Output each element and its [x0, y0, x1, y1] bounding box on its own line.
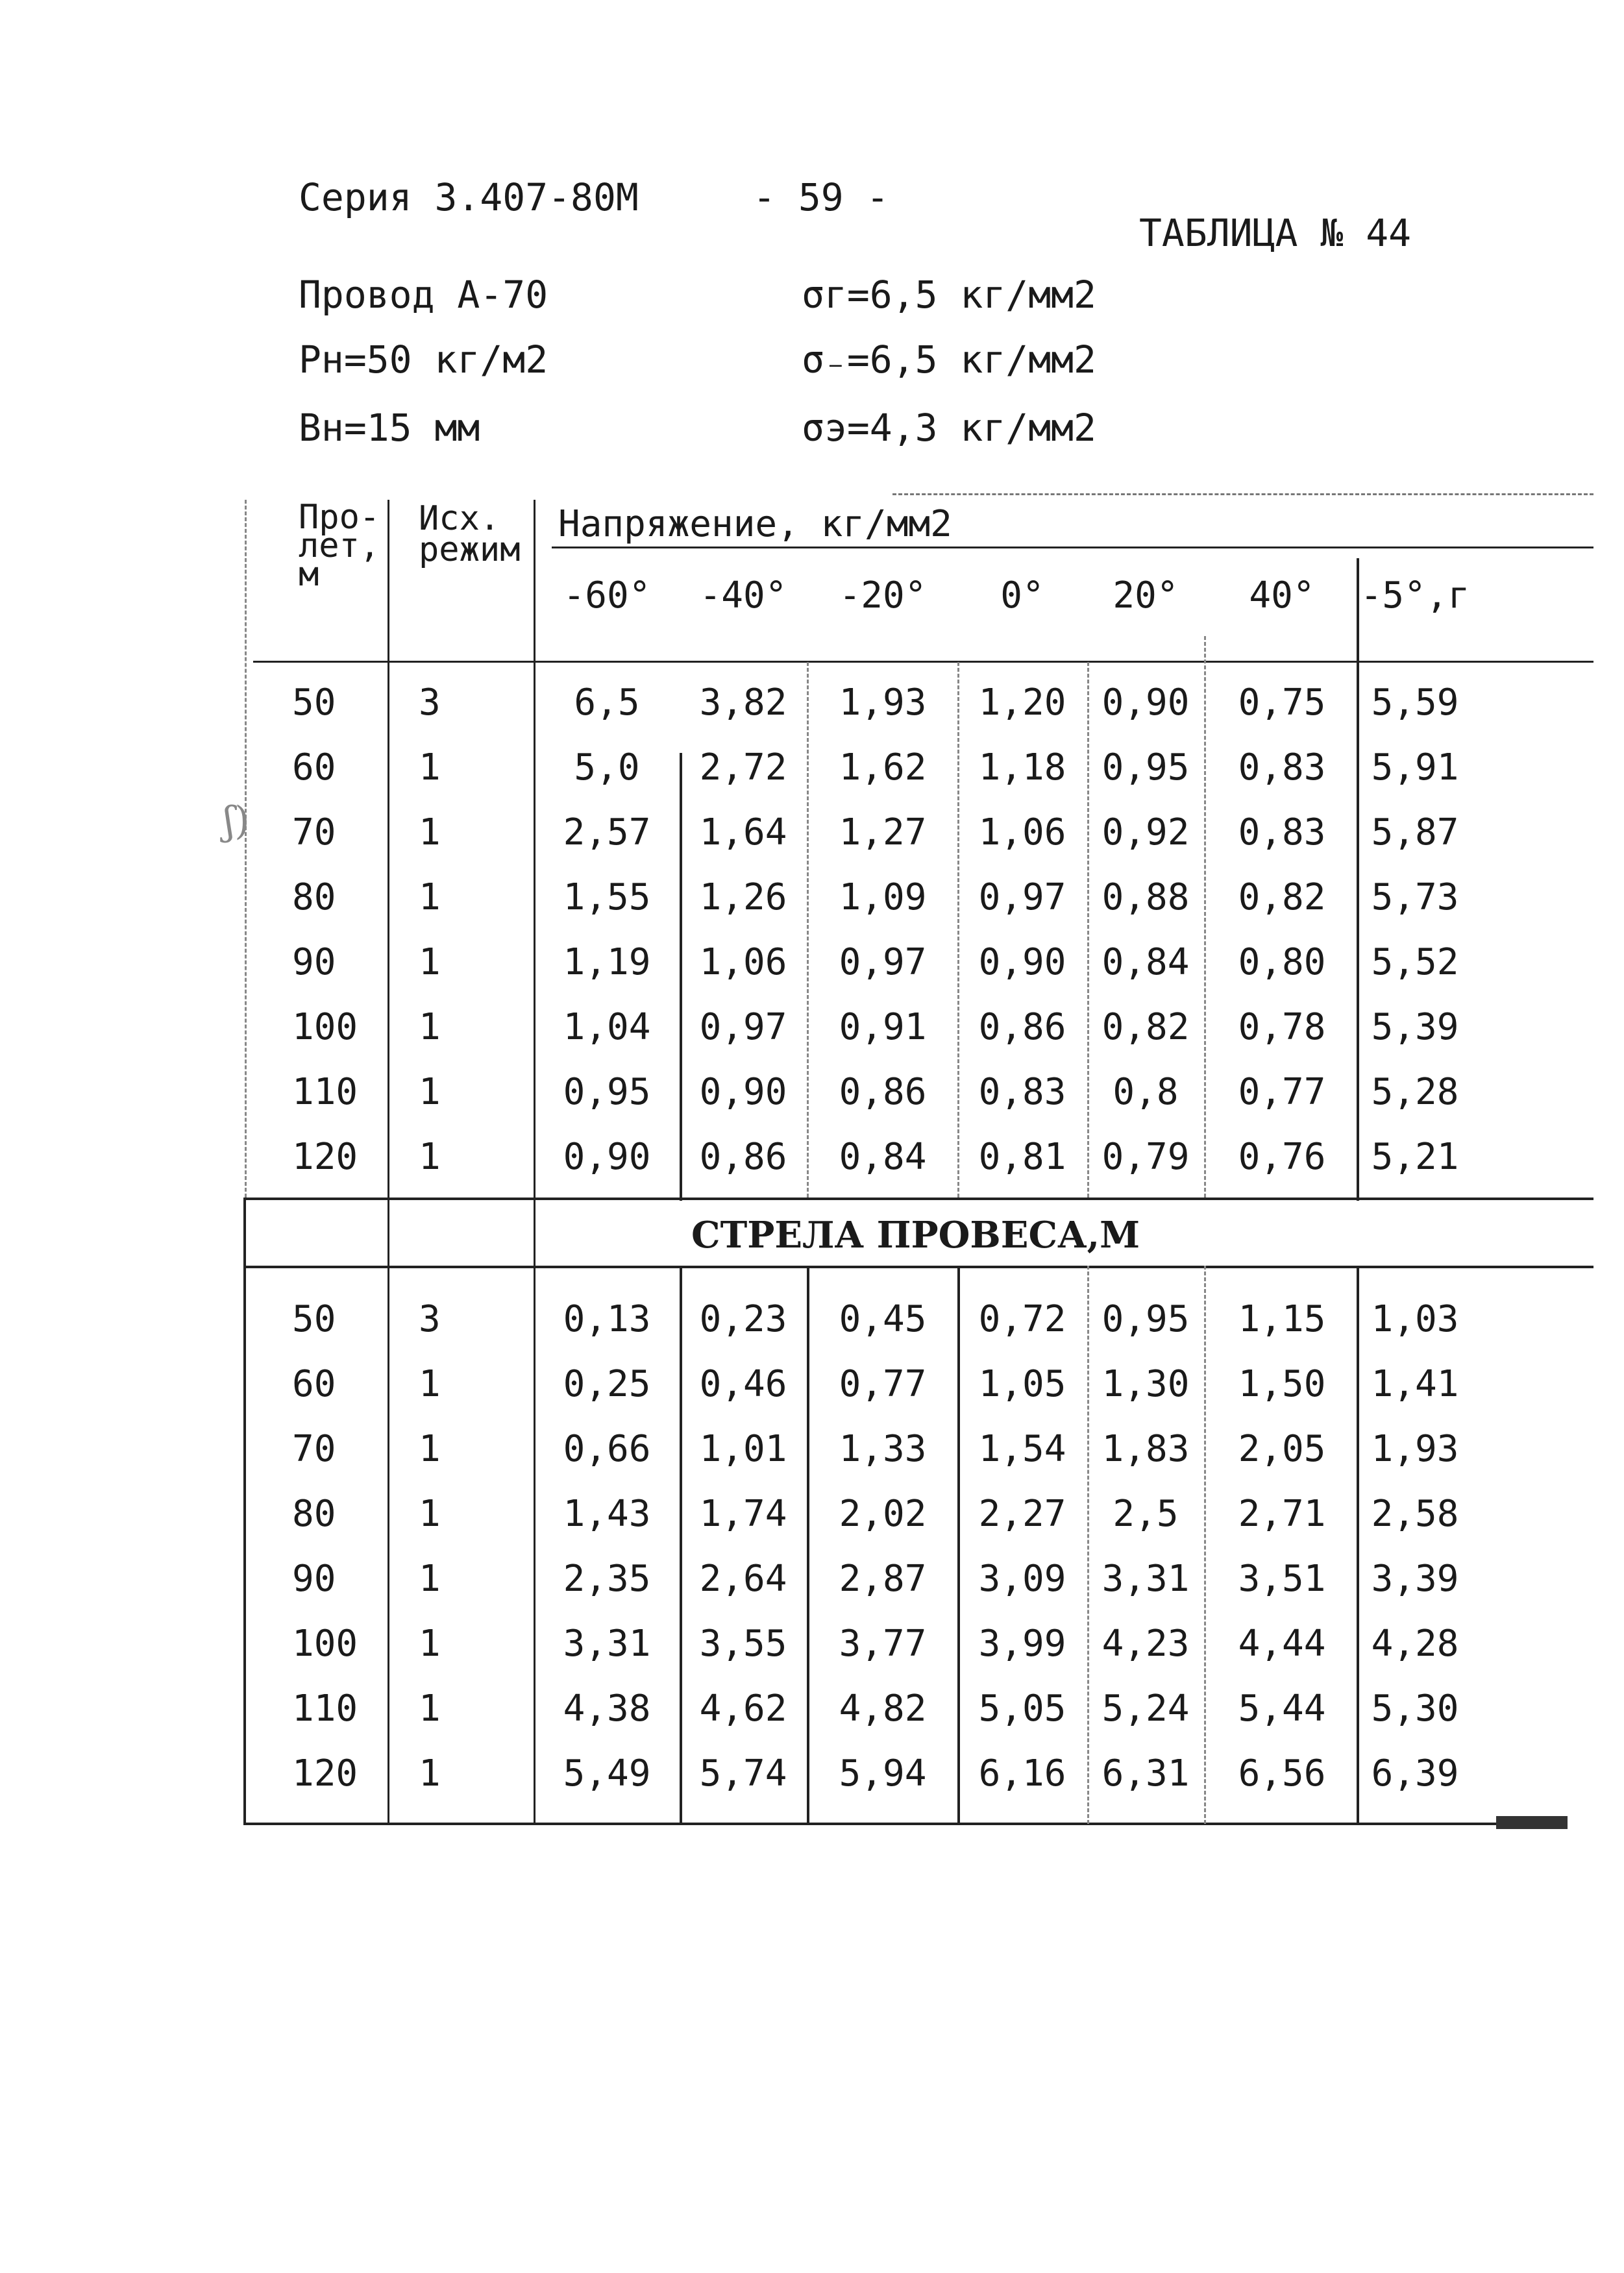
- mode-col-divider: [534, 500, 535, 1824]
- stress-row-cell: 0,97: [839, 941, 927, 983]
- wire-param: Провод А-70: [299, 273, 548, 317]
- col-divider-5b: [1204, 1266, 1206, 1824]
- left-border: [243, 1198, 246, 1823]
- stress-row-cell: 5,87: [1371, 811, 1459, 854]
- sag-row-cell: 6,39: [1371, 1752, 1459, 1795]
- temp-header-2: -20°: [839, 574, 927, 617]
- sag-row-cell: 0,72: [978, 1298, 1066, 1340]
- stress-row-cell: 0,95: [1101, 746, 1190, 789]
- stress-row-cell: 0,8: [1113, 1071, 1179, 1113]
- stress-row-mode: 3: [419, 682, 441, 724]
- col-divider-4b: [1087, 1266, 1089, 1824]
- stress-bottom-rule: [243, 1198, 1593, 1200]
- temp-header-3: 0°: [1000, 574, 1044, 617]
- stress-row-cell: 1,04: [563, 1006, 651, 1048]
- sag-row-cell: 1,93: [1371, 1428, 1459, 1470]
- stress-row-mode: 1: [419, 1071, 441, 1113]
- sag-row-span: 90: [292, 1558, 336, 1600]
- sag-row-cell: 1,43: [563, 1493, 651, 1535]
- sag-row-cell: 6,31: [1101, 1752, 1190, 1795]
- stress-row-cell: 0,86: [839, 1071, 927, 1113]
- sag-row-cell: 0,46: [699, 1363, 787, 1405]
- stress-row-cell: 0,90: [563, 1136, 651, 1178]
- sag-row-cell: 0,23: [699, 1298, 787, 1340]
- stress-header-rule: [552, 547, 1593, 548]
- stress-row-cell: 0,83: [1238, 811, 1326, 854]
- sag-row-cell: 2,5: [1113, 1493, 1179, 1535]
- stress-row-cell: 0,84: [1101, 941, 1190, 983]
- sag-row-cell: 5,05: [978, 1688, 1066, 1730]
- sag-row-cell: 0,77: [839, 1363, 927, 1405]
- sigma-min-param: σ₋=6,5 кг/мм2: [802, 338, 1096, 382]
- col-divider-2b: [807, 1266, 809, 1824]
- stress-row-cell: 0,82: [1101, 1006, 1190, 1048]
- stress-row-cell: 3,82: [699, 682, 787, 724]
- temp-header-0: -60°: [563, 574, 651, 617]
- sag-row-cell: 5,44: [1238, 1688, 1326, 1730]
- col-divider-4: [1087, 662, 1089, 1198]
- sag-row-mode: 1: [419, 1428, 441, 1470]
- stress-row-cell: 0,77: [1238, 1071, 1326, 1113]
- sag-row-span: 80: [292, 1493, 336, 1535]
- sag-row-cell: 1,03: [1371, 1298, 1459, 1340]
- stress-row-cell: 0,90: [1101, 682, 1190, 724]
- sag-row-span: 110: [292, 1688, 358, 1730]
- stress-row-cell: 0,97: [699, 1006, 787, 1048]
- stress-row-cell: 2,57: [563, 811, 651, 854]
- sag-row-span: 70: [292, 1428, 336, 1470]
- stress-row-cell: 0,92: [1101, 811, 1190, 854]
- stress-row-cell: 5,59: [1371, 682, 1459, 724]
- stress-row-cell: 1,27: [839, 811, 927, 854]
- stress-row-cell: 0,80: [1238, 941, 1326, 983]
- sag-row-span: 120: [292, 1752, 358, 1795]
- span-col-divider: [388, 500, 389, 1824]
- sigma-g-param: σг=6,5 кг/мм2: [802, 273, 1096, 317]
- sag-row-cell: 2,87: [839, 1558, 927, 1600]
- sag-row-mode: 1: [419, 1752, 441, 1795]
- stress-row-cell: 5,39: [1371, 1006, 1459, 1048]
- sag-row-cell: 4,44: [1238, 1623, 1326, 1665]
- sag-row-cell: 6,16: [978, 1752, 1066, 1795]
- stress-row-cell: 0,83: [978, 1071, 1066, 1113]
- sag-row-cell: 4,62: [699, 1688, 787, 1730]
- sag-row-cell: 2,71: [1238, 1493, 1326, 1535]
- stress-row-cell: 0,84: [839, 1136, 927, 1178]
- stress-row-span: 80: [292, 876, 336, 918]
- stress-row-cell: 1,62: [839, 746, 927, 789]
- stress-row-cell: 1,18: [978, 746, 1066, 789]
- stress-row-mode: 1: [419, 1136, 441, 1178]
- data-table: [243, 493, 1593, 1856]
- sag-row-cell: 0,66: [563, 1428, 651, 1470]
- stress-row-cell: 1,06: [699, 941, 787, 983]
- top-dashed-rule: [892, 493, 1593, 495]
- sag-row-mode: 1: [419, 1558, 441, 1600]
- stress-row-cell: 0,97: [978, 876, 1066, 918]
- mode-header: Исх. режим: [419, 499, 521, 569]
- sag-row-cell: 1,30: [1101, 1363, 1190, 1405]
- sag-row-mode: 1: [419, 1623, 441, 1665]
- temp-header-6: -5°,г: [1360, 574, 1470, 617]
- sag-row-cell: 6,56: [1238, 1752, 1326, 1795]
- page-number: - 59 -: [753, 175, 889, 219]
- header-bottom-rule: [253, 661, 1593, 663]
- span-header: Про- лет, м: [299, 498, 380, 594]
- sag-row-cell: 3,77: [839, 1623, 927, 1665]
- stress-row-cell: 5,0: [574, 746, 640, 789]
- sag-row-cell: 1,74: [699, 1493, 787, 1535]
- col-divider-3: [957, 662, 959, 1198]
- stress-row-cell: 1,64: [699, 811, 787, 854]
- pn-param: Рн=50 кг/м2: [299, 338, 548, 382]
- stress-row-cell: 0,95: [563, 1071, 651, 1113]
- sag-row-cell: 2,35: [563, 1558, 651, 1600]
- sag-row-cell: 4,82: [839, 1688, 927, 1730]
- stress-row-cell: 1,06: [978, 811, 1066, 854]
- sag-row-cell: 0,25: [563, 1363, 651, 1405]
- stress-row-cell: 5,52: [1371, 941, 1459, 983]
- stress-row-cell: 0,82: [1238, 876, 1326, 918]
- stress-row-cell: 1,55: [563, 876, 651, 918]
- sag-top-rule: [243, 1266, 1593, 1268]
- col-divider-3b: [957, 1266, 960, 1824]
- stress-row-cell: 0,90: [978, 941, 1066, 983]
- col-divider-2: [807, 662, 809, 1198]
- col-divider-1b: [680, 1266, 682, 1824]
- stress-row-span: 70: [292, 811, 336, 854]
- sag-row-cell: 1,41: [1371, 1363, 1459, 1405]
- stress-row-cell: 5,28: [1371, 1071, 1459, 1113]
- stress-row-span: 100: [292, 1006, 358, 1048]
- bn-param: Вн=15 мм: [299, 406, 480, 450]
- margin-mark: ʃ): [224, 798, 250, 844]
- temp-header-1: -40°: [699, 574, 787, 617]
- sag-row-cell: 5,30: [1371, 1688, 1459, 1730]
- table-bottom-rule: [243, 1823, 1535, 1825]
- sag-row-span: 60: [292, 1363, 336, 1405]
- stress-row-mode: 1: [419, 746, 441, 789]
- stress-row-cell: 0,86: [699, 1136, 787, 1178]
- stress-row-span: 120: [292, 1136, 358, 1178]
- sag-row-cell: 4,28: [1371, 1623, 1459, 1665]
- sag-row-cell: 3,99: [978, 1623, 1066, 1665]
- stress-row-cell: 5,21: [1371, 1136, 1459, 1178]
- stress-row-mode: 1: [419, 876, 441, 918]
- stress-row-cell: 0,91: [839, 1006, 927, 1048]
- sag-row-cell: 1,54: [978, 1428, 1066, 1470]
- stress-row-cell: 0,88: [1101, 876, 1190, 918]
- sigma-e-param: σэ=4,3 кг/мм2: [802, 406, 1096, 450]
- stress-row-mode: 1: [419, 941, 441, 983]
- sag-row-cell: 3,39: [1371, 1558, 1459, 1600]
- stress-row-mode: 1: [419, 1006, 441, 1048]
- stress-row-span: 90: [292, 941, 336, 983]
- sag-row-cell: 3,31: [1101, 1558, 1190, 1600]
- sag-row-mode: 1: [419, 1363, 441, 1405]
- stress-row-span: 50: [292, 682, 336, 724]
- left-border-dashed: [245, 500, 247, 1198]
- table-label: ТАБЛИЦА № 44: [1139, 211, 1412, 255]
- stress-row-cell: 0,76: [1238, 1136, 1326, 1178]
- sag-row-cell: 4,23: [1101, 1623, 1190, 1665]
- sag-row-cell: 5,74: [699, 1752, 787, 1795]
- series-label: Серия 3.407-80М: [299, 175, 639, 219]
- edge-stamp: [1496, 1816, 1568, 1829]
- temp-header-5: 40°: [1249, 574, 1315, 617]
- sag-row-mode: 1: [419, 1493, 441, 1535]
- stress-row-cell: 5,73: [1371, 876, 1459, 918]
- stress-header: Напряжение, кг/мм2: [558, 503, 952, 545]
- stress-row-cell: 0,81: [978, 1136, 1066, 1178]
- sag-row-cell: 0,13: [563, 1298, 651, 1340]
- stress-row-cell: 1,09: [839, 876, 927, 918]
- sag-row-cell: 3,31: [563, 1623, 651, 1665]
- sag-row-cell: 0,45: [839, 1298, 927, 1340]
- stress-row-cell: 1,19: [563, 941, 651, 983]
- sag-row-cell: 3,55: [699, 1623, 787, 1665]
- sag-row-cell: 3,51: [1238, 1558, 1326, 1600]
- stress-row-cell: 0,90: [699, 1071, 787, 1113]
- sag-title: СТРЕЛА ПРОВЕСА,М: [691, 1214, 1140, 1257]
- sag-row-span: 100: [292, 1623, 358, 1665]
- stress-row-cell: 0,86: [978, 1006, 1066, 1048]
- sag-row-cell: 1,01: [699, 1428, 787, 1470]
- sag-row-cell: 2,58: [1371, 1493, 1459, 1535]
- stress-row-mode: 1: [419, 811, 441, 854]
- temp-header-4: 20°: [1113, 574, 1179, 617]
- stress-row-span: 110: [292, 1071, 358, 1113]
- sag-row-cell: 5,24: [1101, 1688, 1190, 1730]
- stress-row-cell: 2,72: [699, 746, 787, 789]
- sag-row-cell: 2,05: [1238, 1428, 1326, 1470]
- sag-row-cell: 5,94: [839, 1752, 927, 1795]
- sag-row-cell: 3,09: [978, 1558, 1066, 1600]
- sag-row-cell: 2,64: [699, 1558, 787, 1600]
- sag-row-cell: 0,95: [1101, 1298, 1190, 1340]
- stress-row-cell: 0,79: [1101, 1136, 1190, 1178]
- stress-row-cell: 1,20: [978, 682, 1066, 724]
- stress-row-cell: 6,5: [574, 682, 640, 724]
- sag-row-cell: 1,50: [1238, 1363, 1326, 1405]
- stress-row-cell: 1,93: [839, 682, 927, 724]
- sag-row-cell: 1,05: [978, 1363, 1066, 1405]
- sag-row-span: 50: [292, 1298, 336, 1340]
- sag-row-cell: 1,15: [1238, 1298, 1326, 1340]
- sag-row-cell: 5,49: [563, 1752, 651, 1795]
- stress-row-cell: 0,75: [1238, 682, 1326, 724]
- stress-row-cell: 0,78: [1238, 1006, 1326, 1048]
- sag-row-mode: 3: [419, 1298, 441, 1340]
- stress-row-cell: 1,26: [699, 876, 787, 918]
- stress-row-cell: 5,91: [1371, 746, 1459, 789]
- col-divider-6b: [1357, 1266, 1359, 1824]
- sag-row-mode: 1: [419, 1688, 441, 1730]
- sag-row-cell: 1,83: [1101, 1428, 1190, 1470]
- stress-row-cell: 0,83: [1238, 746, 1326, 789]
- sag-row-cell: 4,38: [563, 1688, 651, 1730]
- sag-row-cell: 2,27: [978, 1493, 1066, 1535]
- sag-row-cell: 2,02: [839, 1493, 927, 1535]
- stress-row-span: 60: [292, 746, 336, 789]
- sag-row-cell: 1,33: [839, 1428, 927, 1470]
